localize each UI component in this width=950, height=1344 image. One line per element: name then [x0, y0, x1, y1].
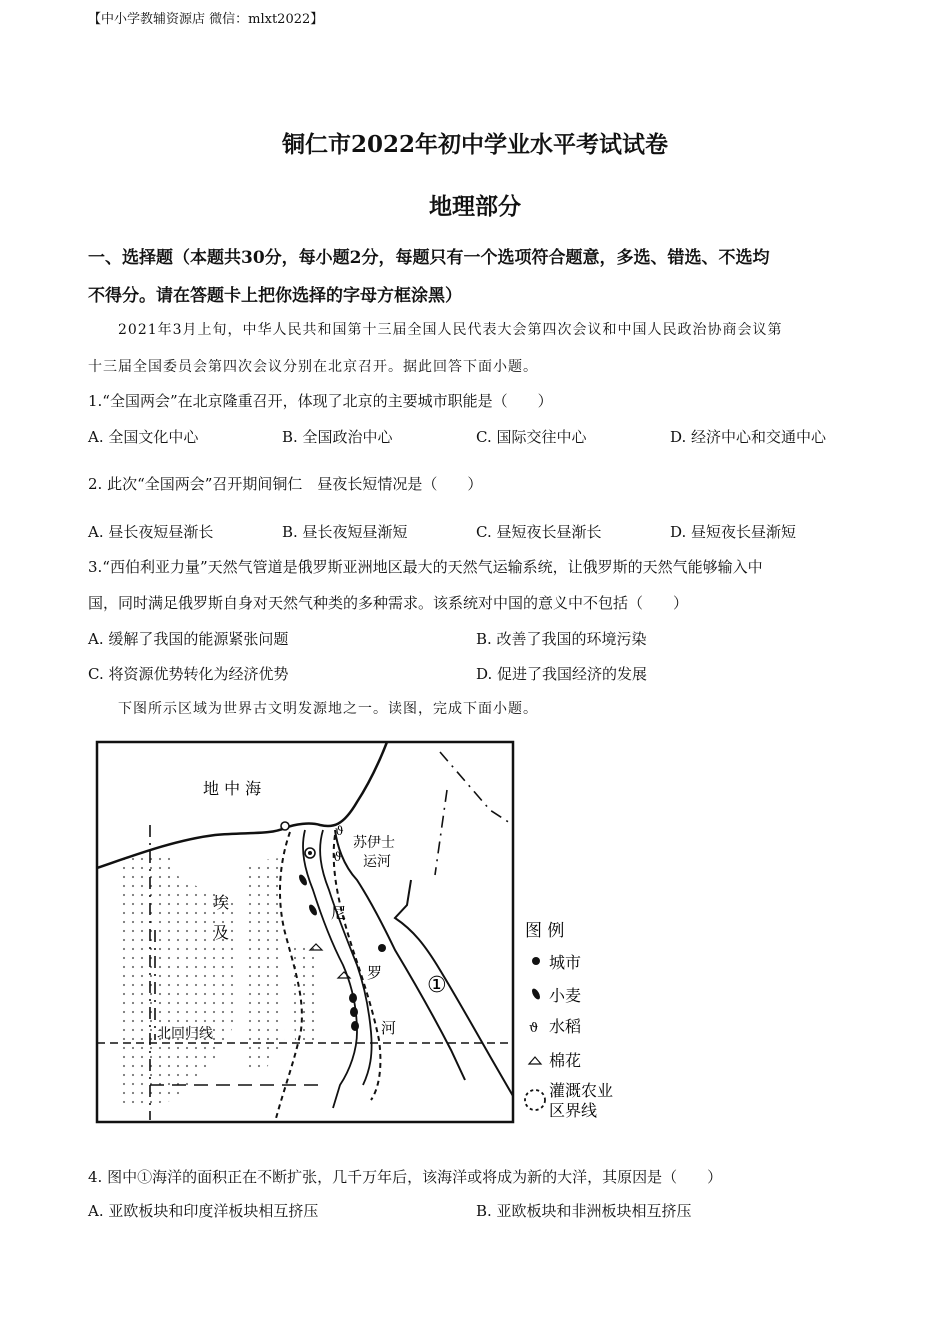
- q2-option-a: A. 昼长夜短昼渐长: [88, 523, 214, 541]
- border-northeast: [440, 752, 513, 825]
- label-egypt-2: 及: [213, 923, 230, 942]
- label-egypt-1: 埃: [213, 893, 230, 912]
- red-sea-east-shore: [395, 880, 513, 1096]
- q1-stem: 1.“全国两会”在北京隆重召开，体现了北京的主要城市职能是（ ）: [88, 392, 553, 410]
- q4-option-a: A. 亚欧板块和印度洋板块相互挤压: [88, 1202, 319, 1220]
- q2-stem: 2. 此次“全国两会”召开期间铜仁 昼夜长短情况是（ ）: [88, 475, 483, 493]
- q1-option-b: B. 全国政治中心: [282, 428, 393, 446]
- legend-boundary-icon: [525, 1090, 545, 1110]
- label-mediterranean: 地 中 海: [203, 779, 262, 798]
- legend-wheat-label: 小麦: [549, 986, 582, 1005]
- intro1-line1: 2021年3月上旬，中华人民共和国第十三届全国人民代表大会第四次会议和中国人民政治协商会议第: [118, 322, 783, 338]
- legend-city-label: 城市: [549, 953, 582, 972]
- q3-stem-line1: 3.“西伯利亚力量”天然气管道是俄罗斯亚洲地区最大的天然气运输系统，让俄罗斯的天然气能够输入中: [88, 558, 763, 576]
- legend-title: 图 例: [525, 921, 565, 941]
- label-suez-1: 苏伊士: [353, 835, 395, 851]
- wheat-icon: [297, 873, 308, 886]
- q1-option-d: D. 经济中心和交通中心: [670, 428, 827, 446]
- q1-option-a: A. 全国文化中心: [88, 428, 199, 446]
- legend-cotton-label: 棉花: [549, 1051, 582, 1070]
- nile-map: [95, 740, 635, 1125]
- rice-icon: ϑ: [333, 850, 342, 864]
- q4-stem: 4. 图中①海洋的面积正在不断扩张，几千万年后，该海洋或将成为新的大洋，其原因是（ ）: [88, 1168, 723, 1186]
- wheat-icon: [307, 903, 318, 916]
- legend-rice-icon: ϑ: [529, 1021, 539, 1036]
- label-marker-1: ①: [427, 973, 447, 998]
- q3-stem-line2: 国，同时满足俄罗斯自身对天然气种类的多种需求。该系统对中国的意义中不包括（ ）: [88, 594, 689, 612]
- q3-option-c: C. 将资源优势转化为经济优势: [88, 665, 289, 683]
- exam-title: 铜仁市2022年初中学业水平考试试卷: [281, 131, 668, 158]
- label-nile-3: 河: [381, 1019, 397, 1037]
- label-nile-2: 罗: [367, 964, 383, 982]
- q1-option-c: C. 国际交往中心: [476, 428, 587, 446]
- desert-dots-east: [290, 940, 320, 1040]
- q3-option-d: D. 促进了我国经济的发展: [476, 665, 648, 683]
- city-icon: [349, 993, 357, 1003]
- legend-boundary-label-2: 区界线: [549, 1101, 598, 1120]
- q3-option-b: B. 改善了我国的环境污染: [476, 630, 647, 648]
- exam-subtitle: 地理部分: [429, 193, 521, 220]
- label-suez-2: 运河: [363, 854, 391, 870]
- section-heading-line1: 一、选择题（本题共30分，每小题2分，每题只有一个选项符合题意，多选、错选、不选均: [88, 248, 770, 268]
- city-cairo-inner-icon: [308, 851, 312, 855]
- legend-city-icon: [532, 957, 540, 965]
- legend-rice-label: 水稻: [549, 1017, 582, 1036]
- desert-dots-west: [117, 852, 237, 1108]
- q2-option-b: B. 昼长夜短昼渐短: [282, 523, 408, 541]
- city-alexandria-icon: [281, 822, 289, 830]
- border-sinai: [435, 790, 447, 875]
- city-icon: [378, 944, 386, 952]
- label-nile-1: 尼: [331, 904, 347, 922]
- city-icon: [350, 1007, 358, 1017]
- legend-boundary-label-1: 灌溉农业: [549, 1081, 614, 1100]
- city-icon: [351, 1021, 359, 1031]
- legend-wheat-icon: [530, 987, 541, 1000]
- q2-option-c: C. 昼短夜长昼渐长: [476, 523, 602, 541]
- legend-cotton-icon: [529, 1057, 541, 1064]
- q2-option-d: D. 昼短夜长昼渐短: [670, 523, 797, 541]
- q3-option-a: A. 缓解了我国的能源紧张问题: [88, 630, 289, 648]
- q4-option-b: B. 亚欧板块和非洲板块相互挤压: [476, 1202, 692, 1220]
- coastline: [97, 742, 387, 868]
- section-heading-line2: 不得分。请在答题卡上把你选择的字母方框涂黑）: [88, 286, 462, 306]
- rice-icon: ϑ: [335, 824, 344, 838]
- header-note: 【中小学教辅资源店 微信：mlxt2022】: [88, 12, 324, 27]
- intro2: 下图所示区域为世界古文明发源地之一。读图，完成下面小题。: [118, 701, 538, 717]
- label-tropic: 北回归线: [157, 1026, 213, 1042]
- intro1-line2: 十三届全国委员会第四次会议分别在北京召开。据此回答下面小题。: [88, 359, 538, 375]
